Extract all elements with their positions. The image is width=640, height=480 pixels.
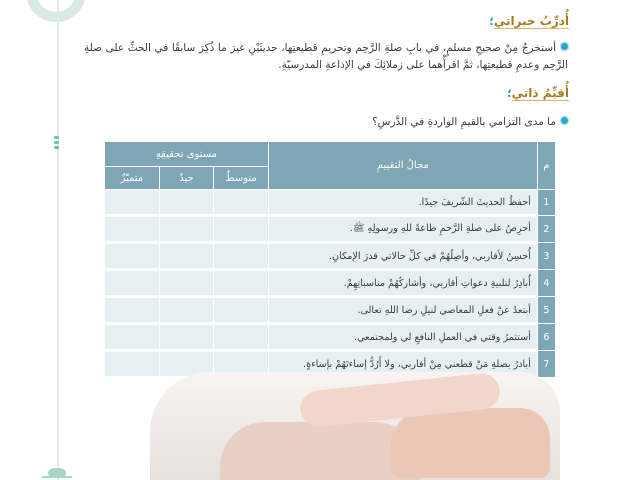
row-statement: أبادرُ بصلةِ مَنْ قطعني مِنْ أقاربي، ولا أَرُدُّ إساءتَهُمْ بإساءةٍ. [268,351,537,378]
row-number: 3 [537,243,555,270]
level-header-excellent: متميّزٌ [105,167,160,190]
row-number: 2 [537,216,555,243]
column-header-area: مجالُ التقييمِ [268,142,537,190]
table-row [105,270,556,297]
corner-ornament [26,0,86,22]
table-row [105,297,556,324]
rating-cell-excellent[interactable] [105,216,160,243]
self-evaluation-question: ما مدى التزامي بالقيمِ الواردةِ في الدَّرسِ؟ [372,114,568,131]
level-header-average: متوسطٌ [214,167,269,190]
row-statement: أبتعدُ عنْ فعلِ المعاصي لنيلِ رضا اللهِ تعالى. [268,297,537,324]
rating-cell-excellent[interactable] [105,243,160,270]
title-marker-icon: ؛ [507,87,512,100]
self-evaluation-table [104,141,556,379]
section-title-self-evaluation: أُقيِّمُ ذاتي؛ [507,86,569,100]
table-row [105,324,556,351]
row-number: 4 [537,270,555,297]
hands-photo [150,372,560,480]
rating-cell-average[interactable] [214,190,269,216]
table-row [105,190,556,216]
title-marker-icon: ؛ [489,15,494,28]
dots-ornament [54,136,60,150]
row-statement: أحفظُ الحديثَ الشّريفَ جيدًا. [268,190,537,216]
rating-cell-good[interactable] [159,324,214,351]
row-statement: أحرِصُ على صلةِ الرَّحمِ طاعةً للهِ ورسولِهِ ﷺ. [268,216,537,243]
rating-cell-excellent[interactable] [105,190,160,216]
row-statement: أستثمرُ وقتي في العملِ النافعِ لي ولمجتمعي. [268,324,537,351]
level-header-good: جيدٌ [159,167,214,190]
rating-cell-good[interactable] [159,270,214,297]
rating-cell-excellent[interactable] [105,270,160,297]
row-number: 6 [537,324,555,351]
rating-cell-good[interactable] [159,190,214,216]
row-number: 1 [537,190,555,216]
footer-ornament [42,458,72,480]
rating-cell-average[interactable] [214,243,269,270]
row-statement: أُحسِنُ لأقاربي، وأصِلُهُمْ في كلِّ حالاتي قدرَ الإمكانِ. [268,243,537,270]
row-statement: أُبادِرُ لتلبيةِ دعواتِ أقاربي، وأشاركُهُمْ مناسباتِهِمْ. [268,270,537,297]
rating-cell-average[interactable] [214,324,269,351]
table-row [105,243,556,270]
rating-cell-good[interactable] [159,243,214,270]
rating-cell-average[interactable] [214,216,269,243]
practice-paragraph: أستخرجُ مِنْ صحيحِ مسلمٍ، في بابِ صلةِ الرَّحِم وتحريمِ قطيعتِها، حديثَيْنِ غيرَ ما ذُكِرَ سابقًا في الحثِّ على صلةِ الرَّحِم وعدمِ قطيعتِها، ثمَّ اقرأْهما على زملائِكَ في الإذاعةِ المدرسيّةِ. [84,42,568,71]
rating-cell-good[interactable] [159,216,214,243]
rating-cell-excellent[interactable] [105,351,160,378]
margin-rule [57,0,59,480]
row-number: 5 [537,297,555,324]
bullet-icon [561,43,568,50]
bullet-icon [561,117,568,124]
column-header-level: مستوى تحقيقِهِ [105,142,269,167]
rating-cell-excellent[interactable] [105,297,160,324]
section-title-practice: أُدرِّبُ خبراتي؛ [489,14,569,28]
rating-cell-average[interactable] [214,270,269,297]
table-row [105,216,556,243]
rating-cell-good[interactable] [159,297,214,324]
column-header-number: م [537,142,555,190]
row-number: 7 [537,351,555,378]
rating-cell-average[interactable] [214,297,269,324]
rating-cell-excellent[interactable] [105,324,160,351]
